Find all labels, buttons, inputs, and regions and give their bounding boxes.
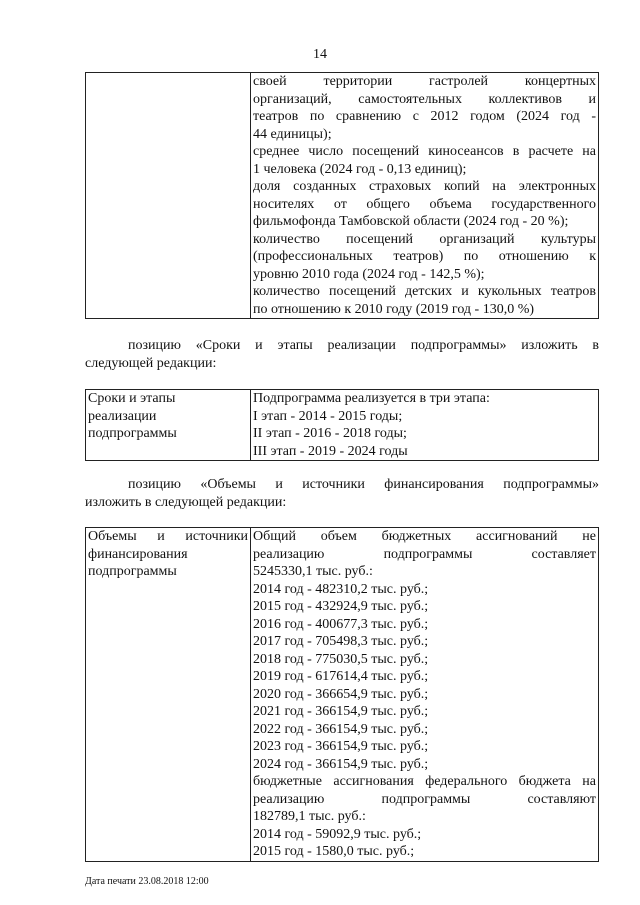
page-number: 14 xyxy=(313,47,327,62)
finance-value-line: 2022 год - 366154,9 тыс. руб.; xyxy=(253,721,429,737)
paragraph-line: позицию «Сроки и этапы реализации подпрограммы» изложить в xyxy=(128,338,599,353)
terms-label-line: Сроки и этапы xyxy=(88,391,176,406)
finance-value-line: реализацию подпрограммы составляет xyxy=(253,546,596,562)
terms-value-line: Подпрограмма реализуется в три этапа: xyxy=(253,391,490,406)
finance-label-line: финансирования xyxy=(88,546,188,562)
indicator-line: (профессиональных театров) по отношению к xyxy=(253,249,596,264)
finance-value-line: реализацию подпрограммы составляют xyxy=(253,791,596,807)
paragraph-finance xyxy=(85,476,599,512)
finance-value-line: 2023 год - 366154,9 тыс. руб.; xyxy=(253,739,429,754)
paragraph-line: следующей редакции: xyxy=(85,356,217,371)
indicator-line: своей территории гастролей концертных xyxy=(253,74,596,89)
finance-value-line: 2020 год - 366654,9 тыс. руб.; xyxy=(253,686,429,702)
indicator-line: среднее число посещений киносеансов в расчете на xyxy=(253,144,596,159)
indicator-line: количество посещений организаций культуры xyxy=(253,231,596,247)
paragraph-terms xyxy=(85,337,599,373)
finance-value-line: 2018 год - 775030,5 тыс. руб.; xyxy=(253,651,429,667)
terms-label-line: подпрограммы xyxy=(88,426,177,441)
indicator-line: театров по сравнению с 2012 годом (2024 год - xyxy=(253,109,596,124)
indicator-line: фильмофонда Тамбовской области (2024 год - 20 %); xyxy=(253,214,569,229)
finance-value-line: 2024 год - 366154,9 тыс. руб.; xyxy=(253,756,429,772)
indicator-line: по отношению к 2010 году (2019 год - 130,0 %) xyxy=(253,301,535,317)
finance-value-line: 2015 год - 432924,9 тыс. руб.; xyxy=(253,599,429,614)
finance-value-line: 2019 год - 617614,4 тыс. руб.; xyxy=(253,669,429,684)
paragraph-line: позицию «Объемы и источники финансирования подпрограммы» xyxy=(128,477,599,492)
finance-value-line: 5245330,1 тыс. руб.: xyxy=(253,564,373,579)
finance-value-line: 2014 год - 59092,9 тыс. руб.; xyxy=(253,826,422,842)
indicator-line: 44 единицы); xyxy=(253,126,332,142)
finance-value-line: 2014 год - 482310,2 тыс. руб.; xyxy=(253,581,429,597)
terms-value-line: III этап - 2019 - 2024 годы xyxy=(253,443,408,459)
print-date-footer: Дата печати 23.08.2018 12:00 xyxy=(85,876,209,887)
terms-value-line: I этап - 2014 - 2015 годы; xyxy=(253,408,403,424)
finance-value-line: 2016 год - 400677,3 тыс. руб.; xyxy=(253,616,429,632)
indicators-left-cell xyxy=(86,73,251,319)
indicator-line: уровню 2010 года (2024 год - 142,5 %); xyxy=(253,266,485,282)
indicator-line: 1 человека (2024 год - 0,13 единиц); xyxy=(253,161,467,177)
finance-value-line: Общий объем бюджетных ассигнований не xyxy=(253,529,596,544)
finance-right-cell xyxy=(251,528,599,862)
terms-right-cell xyxy=(251,390,599,461)
finance-label-line: Объемы и источники xyxy=(88,529,248,544)
indicators-table xyxy=(85,72,599,319)
finance-value-line: бюджетные ассигнования федерального бюджета на xyxy=(253,774,596,789)
indicator-line: носителях от общего объема государственного xyxy=(253,196,596,212)
finance-table xyxy=(85,527,599,862)
terms-table xyxy=(85,389,599,461)
finance-value-line: 2017 год - 705498,3 тыс. руб.; xyxy=(253,634,429,649)
finance-label-line: подпрограммы xyxy=(88,564,177,579)
terms-label-line: реализации xyxy=(88,408,157,424)
finance-left-cell xyxy=(86,528,251,862)
paragraph-line: изложить в следующей редакции: xyxy=(85,495,287,510)
terms-left-cell xyxy=(86,390,251,461)
finance-value-line: 2021 год - 366154,9 тыс. руб.; xyxy=(253,704,429,719)
terms-value-line: II этап - 2016 - 2018 годы; xyxy=(253,426,407,441)
indicator-line: доля созданных страховых копий на электронных xyxy=(253,179,596,194)
finance-value-line: 2015 год - 1580,0 тыс. руб.; xyxy=(253,844,415,859)
indicator-line: организаций, самостоятельных коллективов и xyxy=(253,91,596,107)
indicator-line: количество посещений детских и кукольных театров xyxy=(253,284,596,299)
indicators-right-cell xyxy=(251,73,599,319)
finance-value-line: 182789,1 тыс. руб.: xyxy=(253,809,366,824)
